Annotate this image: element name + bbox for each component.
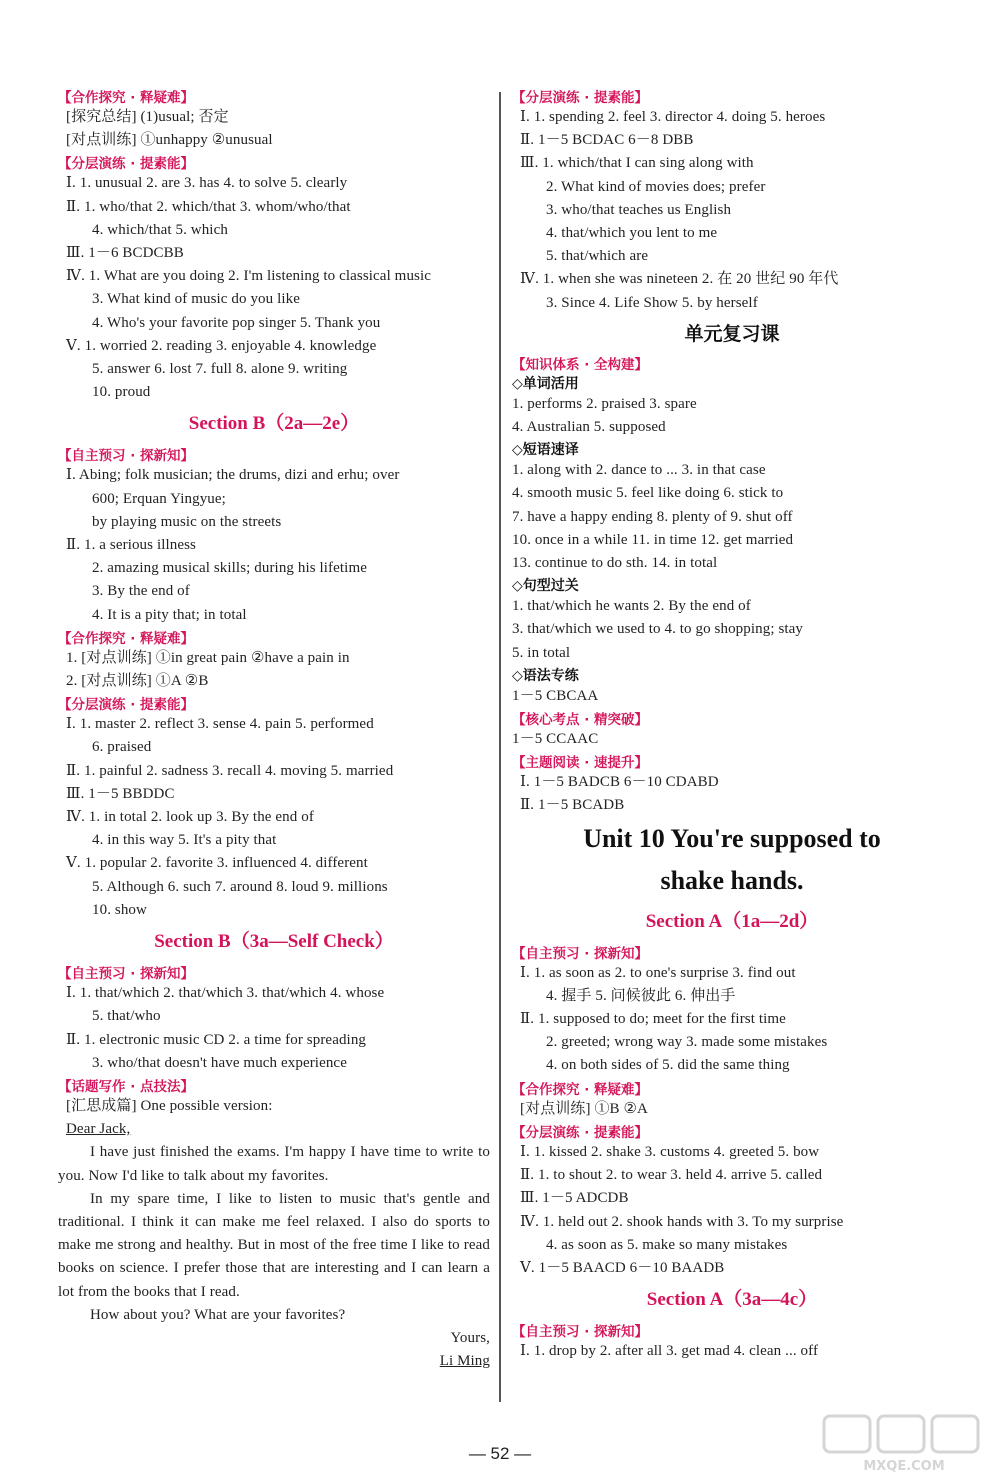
section-tag: 【合作探究 · 释疑难】	[512, 1081, 649, 1098]
answer-line: 600; Erquan Yingyue;	[92, 490, 226, 507]
section-tag: 【分层演练 · 提素能】	[512, 1124, 649, 1141]
answer-line: Yours,	[450, 1329, 490, 1346]
answer-line: Ⅱ. 1－5 BCDAC 6－8 DBB	[520, 132, 694, 149]
answer-line: 1－5 CCAAC	[512, 731, 599, 748]
answer-line: Ⅳ. 1. held out 2. shook hands with 3. To my surprise	[520, 1213, 844, 1230]
answer-line: 5. that/which are	[546, 248, 649, 265]
answer-line: 4. as soon as 5. make so many mistakes	[546, 1236, 788, 1253]
column-divider	[499, 92, 501, 1402]
answer-line: 4. Who's your favorite pop singer 5. Thank you	[92, 314, 381, 331]
answer-line: 1. [对点训练] ①in great pain ②have a pain in	[66, 649, 350, 666]
section-tag: 【分层演练 · 提素能】	[58, 697, 195, 714]
answer-line: Ⅰ. 1－5 BADCB 6－10 CDABD	[520, 774, 719, 791]
unit-title: shake hands.	[660, 865, 804, 895]
essay-paragraph: How about you? What are your favorites?	[90, 1306, 346, 1323]
answer-line: Ⅰ. 1. master 2. reflect 3. sense 4. pain 5. performed	[66, 716, 374, 733]
answer-line: 4. smooth music 5. feel like doing 6. stick to	[512, 485, 784, 502]
answer-line: Ⅱ. 1. who/that 2. which/that 3. whom/who/that	[66, 198, 351, 215]
answer-line: 4. that/which you lent to me	[546, 225, 718, 242]
essay-paragraph: I have just finished the exams. I'm happy I have time to write to you. Now I'd like to talk about my favorites.	[58, 1144, 490, 1184]
answer-line: Ⅰ. Abing; folk musician; the drums, dizi and erhu; over	[66, 467, 400, 484]
answer-line: 4. which/that 5. which	[92, 221, 228, 238]
answer-line: [对点训练] ①B ②A	[520, 1100, 648, 1117]
answer-line: Ⅱ. 1. supposed to do; meet for the first time	[520, 1011, 786, 1028]
answer-line: 3. who/that teaches us English	[546, 201, 732, 218]
section-tag: 【话题写作 · 点技法】	[58, 1078, 195, 1095]
answer-line: Ⅳ. 1. when she was nineteen 2. 在 20 世纪 90 年代	[520, 271, 839, 288]
answer-line: Ⅴ. 1. worried 2. reading 3. enjoyable 4. knowledge	[66, 337, 377, 354]
answer-line: Ⅳ. 1. What are you doing 2. I'm listening to classical music	[66, 268, 432, 285]
section-tag: 【自主预习 · 探新知】	[58, 448, 195, 465]
section-heading: Section B（2a—2e）	[188, 413, 360, 435]
answer-line: 4. in this way 5. It's a pity that	[92, 832, 277, 849]
svg-text:MXQE.COM: MXQE.COM	[863, 1459, 945, 1474]
answer-line: Ⅱ. 1－5 BCADB	[520, 797, 625, 814]
answer-line: 3. who/that doesn't have much experience	[92, 1054, 347, 1071]
answer-line: Ⅰ. 1. drop by 2. after all 3. get mad 4. clean ... off	[520, 1343, 819, 1360]
answer-line: Ⅱ. 1. electronic music CD 2. a time for spreading	[66, 1031, 367, 1048]
section-tag: 【自主预习 · 探新知】	[512, 945, 649, 962]
right-column	[512, 86, 952, 1363]
answer-line: 5. in total	[512, 644, 571, 661]
subsection-title: ◇短语速译	[512, 442, 579, 459]
subsection-title: ◇句型过关	[512, 578, 579, 595]
answer-line: Ⅲ. 1－5 BBDDC	[66, 785, 175, 802]
answer-line: 1. performs 2. praised 3. spare	[512, 395, 697, 412]
answer-line: 4. It is a pity that; in total	[92, 606, 247, 623]
answer-line: 10. proud	[92, 384, 151, 401]
answer-line: Ⅴ. 1－5 BAACD 6－10 BAADB	[520, 1259, 725, 1276]
answer-line: 13. continue to do sth. 14. in total	[512, 555, 718, 572]
answer-line: 3. What kind of music do you like	[92, 291, 300, 308]
section-tag: 【合作探究 · 释疑难】	[58, 90, 195, 106]
answer-line: by playing music on the streets	[92, 513, 282, 530]
answer-line: 7. have a happy ending 8. plenty of 9. shut off	[512, 508, 793, 525]
answer-line: Ⅰ. 1. as soon as 2. to one's surprise 3. find out	[520, 964, 796, 981]
answer-line: 1－5 CBCAA	[512, 687, 599, 704]
answer-line: [探究总结] (1)usual; 否定	[66, 109, 229, 125]
watermark-logo	[820, 1410, 990, 1476]
answer-line: Ⅴ. 1. popular 2. favorite 3. influenced 4. different	[66, 855, 368, 872]
answer-line: Ⅲ. 1－6 BCDCBB	[66, 245, 184, 262]
section-tag: 【主题阅读 · 速提升】	[512, 755, 649, 772]
essay-paragraph: In my spare time, I like to listen to music that's gentle and traditional. I think it can make me feel relaxed. I also do sports to make me strong and healthy. But in most of the free time I like to read books on science. I prefer those that are interesting and I can learn a lot from the books that I read.	[58, 1190, 490, 1300]
answer-line: 1. along with 2. dance to ... 3. in that case	[512, 462, 766, 479]
answer-line: Ⅱ. 1. painful 2. sadness 3. recall 4. moving 5. married	[66, 762, 394, 779]
answer-line: Ⅰ. 1. that/which 2. that/which 3. that/which 4. whose	[66, 985, 385, 1002]
section-tag: 【分层演练 · 提素能】	[512, 90, 649, 106]
answer-line: 2. What kind of movies does; prefer	[546, 178, 766, 195]
section-tag: 【自主预习 · 探新知】	[512, 1324, 649, 1341]
answer-line: Ⅲ. 1－5 ADCDB	[520, 1190, 629, 1207]
answer-line: [对点训练] ①unhappy ②unusual	[66, 132, 273, 149]
answer-line: 4. on both sides of 5. did the same thing	[546, 1057, 790, 1074]
answer-line: Ⅱ. 1. to shout 2. to wear 3. held 4. arrive 5. called	[520, 1167, 823, 1184]
answer-line: 5. that/who	[92, 1008, 161, 1025]
subsection-title: ◇语法专练	[512, 667, 579, 684]
answer-line: 3. that/which we used to 4. to go shopping; stay	[512, 621, 804, 638]
answer-line: 4. 握手 5. 问候彼此 6. 伸出手	[546, 987, 736, 1004]
answer-line: 5. answer 6. lost 7. full 8. alone 9. writing	[92, 361, 348, 378]
section-heading: Section A（1a—2d）	[645, 910, 819, 932]
section-heading: Section B（3a—Self Check）	[154, 931, 394, 953]
answer-line: 10. show	[92, 901, 147, 918]
section-tag: 【核心考点 · 精突破】	[512, 712, 649, 729]
answer-line: Ⅲ. 1. which/that I can sing along with	[520, 155, 754, 172]
section-tag: 【合作探究 · 释疑难】	[58, 630, 195, 647]
answer-line: Ⅰ. 1. spending 2. feel 3. director 4. doing 5. heroes	[520, 109, 826, 125]
left-column	[58, 86, 490, 1373]
answer-line: 2. greeted; wrong way 3. made some mistakes	[546, 1034, 828, 1051]
answer-line: 10. once in a while 11. in time 12. get married	[512, 531, 794, 548]
answer-line: Ⅳ. 1. in total 2. look up 3. By the end of	[66, 809, 314, 826]
answer-line: Li Ming	[439, 1353, 490, 1370]
answer-line: 5. Although 6. such 7. around 8. loud 9. millions	[92, 878, 388, 895]
answer-line: Ⅰ. 1. unusual 2. are 3. has 4. to solve 5. clearly	[66, 175, 348, 192]
answer-line: 3. By the end of	[92, 583, 190, 600]
section-tag: 【知识体系 · 全构建】	[512, 356, 649, 373]
answer-line: 1. that/which he wants 2. By the end of	[512, 598, 751, 615]
section-heading: Section A（3a—4c）	[646, 1289, 818, 1311]
answer-line: 3. Since 4. Life Show 5. by herself	[546, 294, 758, 311]
answer-line: 4. Australian 5. supposed	[512, 419, 666, 436]
section-tag: 【分层演练 · 提素能】	[58, 156, 195, 173]
subsection-title: ◇单词活用	[512, 375, 579, 392]
lesson-heading: 单元复习课	[684, 322, 780, 345]
answer-line: [汇思成篇] One possible version:	[66, 1097, 273, 1114]
answer-line: 6. praised	[92, 739, 152, 756]
answer-line: 2. [对点训练] ①A ②B	[66, 673, 209, 690]
answer-line: Ⅰ. 1. kissed 2. shake 3. customs 4. greeted 5. bow	[520, 1143, 820, 1160]
answer-line: Ⅱ. 1. a serious illness	[66, 537, 196, 554]
page-number: — 52 —	[468, 1444, 532, 1463]
unit-title: Unit 10 You're supposed to	[583, 823, 881, 853]
answer-line: 2. amazing musical skills; during his lifetime	[92, 560, 367, 577]
section-tag: 【自主预习 · 探新知】	[58, 966, 195, 983]
answer-line: Dear Jack,	[66, 1121, 131, 1138]
